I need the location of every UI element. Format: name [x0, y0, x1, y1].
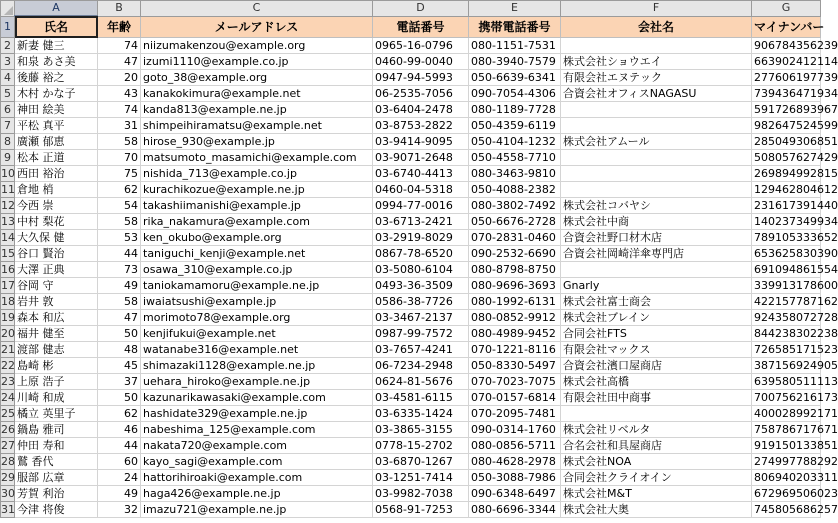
- cell-age[interactable]: 75: [98, 166, 141, 182]
- cell-mynumber[interactable]: 400028992171: [752, 406, 821, 422]
- cell-mynumber[interactable]: 739436471934: [752, 86, 821, 102]
- cell-age[interactable]: 58: [98, 214, 141, 230]
- cell-phone[interactable]: 0460-04-5318: [373, 182, 469, 198]
- column-header-b[interactable]: B: [98, 1, 141, 17]
- row-number[interactable]: 18: [1, 294, 15, 308]
- table-row: [1, 358, 821, 374]
- cell-email[interactable]: hashidate329@example.ne.jp: [141, 406, 373, 422]
- cell-company[interactable]: 合資会社岡崎洋傘専門店: [561, 246, 752, 262]
- cell-mobile[interactable]: 080-3463-9810: [469, 166, 561, 182]
- row-number[interactable]: 3: [1, 54, 15, 70]
- cell-mynumber[interactable]: 906784356239: [752, 38, 821, 54]
- cell-name[interactable]: 岩井 敦: [15, 294, 98, 310]
- cell-company[interactable]: 有限会社エヌテック: [561, 70, 752, 86]
- cell-name[interactable]: 仲田 寿和: [15, 438, 98, 454]
- cell-phone[interactable]: 0867-78-6520: [373, 246, 469, 262]
- cell-age[interactable]: 73: [98, 262, 141, 278]
- cell-mobile[interactable]: 050-8330-5497: [469, 358, 561, 374]
- cell-name[interactable]: 鷲 香代: [15, 454, 98, 470]
- cell-mynumber[interactable]: 508057627429: [752, 150, 821, 166]
- cell-age[interactable]: 74: [98, 38, 141, 54]
- cell-mynumber[interactable]: 982647524599: [752, 118, 821, 134]
- table-row: [1, 38, 821, 54]
- row-number[interactable]: 23: [1, 374, 15, 388]
- cell-mynumber[interactable]: 789105333652: [752, 230, 821, 246]
- cell-mynumber[interactable]: 758786717671: [752, 422, 821, 438]
- cell-email[interactable]: iwaiatsushi@example.jp: [141, 294, 373, 310]
- cell-phone[interactable]: 0460-99-0040: [373, 54, 469, 70]
- column-header-d[interactable]: D: [373, 1, 469, 17]
- cell-company[interactable]: 株式会社高橋: [561, 374, 752, 390]
- cell-company[interactable]: [561, 102, 752, 118]
- cell-name[interactable]: 今西 崇: [15, 198, 98, 214]
- table-row: [1, 118, 821, 134]
- cell-mynumber[interactable]: 269894992815: [752, 166, 821, 182]
- cell-company[interactable]: 有限会社田中商事: [561, 390, 752, 406]
- cell-age[interactable]: 32: [98, 502, 141, 518]
- cell-name[interactable]: 鍋島 雅司: [15, 422, 98, 438]
- cell-company[interactable]: 株式会社NOA: [561, 454, 752, 470]
- cell-mobile[interactable]: 080-0852-9912: [469, 310, 561, 326]
- table-row: [1, 342, 821, 358]
- cell-mobile[interactable]: 080-3940-7579: [469, 54, 561, 70]
- cell-company[interactable]: 合同会社クライオイン: [561, 470, 752, 486]
- cell-age[interactable]: 20: [98, 70, 141, 86]
- cell-age[interactable]: 60: [98, 454, 141, 470]
- cell-email[interactable]: taniokamamoru@example.ne.jp: [141, 278, 373, 294]
- row-number[interactable]: 2: [1, 38, 15, 54]
- row-number[interactable]: 22: [1, 358, 15, 372]
- cell-mynumber[interactable]: 844238302238: [752, 326, 821, 342]
- table-row: [1, 390, 821, 406]
- cell-name[interactable]: 渡部 健志: [15, 342, 98, 358]
- cell-mynumber[interactable]: 924358072728: [752, 310, 821, 326]
- row-number[interactable]: 31: [1, 502, 15, 516]
- cell-name[interactable]: 大久保 健: [15, 230, 98, 246]
- header-cell-mynumber[interactable]: マイナンバー: [752, 16, 821, 38]
- table-row: [1, 198, 821, 214]
- cell-mobile[interactable]: 050-4104-1232: [469, 134, 561, 150]
- cell-age[interactable]: 48: [98, 342, 141, 358]
- cell-email[interactable]: shimazaki1128@example.ne.jp: [141, 358, 373, 374]
- cell-company[interactable]: [561, 182, 752, 198]
- cell-name[interactable]: 谷口 賢治: [15, 246, 98, 262]
- header-cell-email[interactable]: メールアドレス: [141, 16, 373, 38]
- cell-name[interactable]: 松本 正道: [15, 150, 98, 166]
- cell-phone[interactable]: 03-9982-7038: [373, 486, 469, 502]
- cell-mobile[interactable]: 070-2831-0460: [469, 230, 561, 246]
- cell-mynumber[interactable]: 422157787162: [752, 294, 821, 310]
- cell-company[interactable]: [561, 166, 752, 182]
- cell-email[interactable]: haga426@example.ne.jp: [141, 486, 373, 502]
- row-number[interactable]: 17: [1, 278, 15, 292]
- cell-age[interactable]: 31: [98, 118, 141, 134]
- table-row: [1, 86, 821, 102]
- cell-mobile[interactable]: 080-0856-5711: [469, 438, 561, 454]
- table-row: [1, 214, 821, 230]
- cell-email[interactable]: kanda813@example.ne.jp: [141, 102, 373, 118]
- cell-company[interactable]: [561, 38, 752, 54]
- row-number[interactable]: 29: [1, 470, 15, 484]
- cell-email[interactable]: izumi1110@example.co.jp: [141, 54, 373, 70]
- cell-company[interactable]: Gnarly: [561, 278, 752, 294]
- header-cell-mobile[interactable]: 携帯電話番号: [469, 16, 561, 38]
- cell-mobile[interactable]: 080-8798-8750: [469, 262, 561, 278]
- cell-name[interactable]: 大澤 正典: [15, 262, 98, 278]
- cell-mobile[interactable]: 080-1992-6131: [469, 294, 561, 310]
- row-number[interactable]: 15: [1, 246, 15, 260]
- cell-phone[interactable]: 0994-77-0016: [373, 198, 469, 214]
- column-header-a[interactable]: A: [15, 1, 98, 17]
- cell-mynumber[interactable]: 700756216173: [752, 390, 821, 406]
- cell-mynumber[interactable]: 806940203311: [752, 470, 821, 486]
- cell-email[interactable]: nabeshima_125@example.com: [141, 422, 373, 438]
- cell-age[interactable]: 70: [98, 150, 141, 166]
- cell-phone[interactable]: 03-2919-8029: [373, 230, 469, 246]
- cell-name[interactable]: 木村 かな子: [15, 86, 98, 102]
- cell-mobile[interactable]: 080-1189-7728: [469, 102, 561, 118]
- cell-phone[interactable]: 03-3865-3155: [373, 422, 469, 438]
- cell-phone[interactable]: 03-6404-2478: [373, 102, 469, 118]
- cell-mynumber[interactable]: 919150133851: [752, 438, 821, 454]
- row-number[interactable]: 16: [1, 262, 15, 276]
- row-number[interactable]: 8: [1, 134, 15, 150]
- cell-phone[interactable]: 03-9414-9095: [373, 134, 469, 150]
- cell-age[interactable]: 49: [98, 486, 141, 502]
- row-number[interactable]: 13: [1, 214, 15, 228]
- cell-age[interactable]: 62: [98, 182, 141, 198]
- cell-email[interactable]: shimpeihiramatsu@example.net: [141, 118, 373, 134]
- cell-company[interactable]: 株式会社ブレイン: [561, 310, 752, 326]
- cell-mynumber[interactable]: 663902412114: [752, 54, 821, 70]
- row-number[interactable]: 7: [1, 118, 15, 134]
- cell-mobile[interactable]: 050-4558-7710: [469, 150, 561, 166]
- cell-email[interactable]: matsumoto_masamichi@example.com: [141, 150, 373, 166]
- cell-company[interactable]: [561, 406, 752, 422]
- cell-name[interactable]: 西田 裕治: [15, 166, 98, 182]
- cell-phone[interactable]: 03-8753-2822: [373, 118, 469, 134]
- cell-email[interactable]: hattorihiroaki@example.com: [141, 470, 373, 486]
- row-number[interactable]: 24: [1, 390, 15, 404]
- row-number[interactable]: 4: [1, 70, 15, 86]
- cell-mobile[interactable]: 080-4989-9452: [469, 326, 561, 342]
- cell-name[interactable]: 島崎 彬: [15, 358, 98, 374]
- cell-name[interactable]: 新妻 健三: [15, 38, 98, 54]
- cell-mobile[interactable]: 050-4359-6119: [469, 118, 561, 134]
- column-header-e[interactable]: E: [469, 1, 561, 17]
- cell-age[interactable]: 74: [98, 102, 141, 118]
- cell-name[interactable]: 神田 絵美: [15, 102, 98, 118]
- row-number[interactable]: 30: [1, 486, 15, 500]
- table-row: [1, 54, 821, 70]
- cell-mobile[interactable]: 050-4088-2382: [469, 182, 561, 198]
- cell-name[interactable]: 福井 健至: [15, 326, 98, 342]
- cell-age[interactable]: 53: [98, 230, 141, 246]
- cell-mynumber[interactable]: 140237349934: [752, 214, 821, 230]
- cell-mynumber[interactable]: 691094861554: [752, 262, 821, 278]
- header-cell-phone[interactable]: 電話番号: [373, 16, 469, 38]
- cell-age[interactable]: 44: [98, 438, 141, 454]
- table-row: [1, 182, 821, 198]
- cell-mynumber[interactable]: 231617391440: [752, 198, 821, 214]
- table-row: [1, 246, 821, 262]
- cell-mynumber[interactable]: 387156924905: [752, 358, 821, 374]
- cell-phone[interactable]: 0493-36-3509: [373, 278, 469, 294]
- cell-company[interactable]: 合名会社和具屋商店: [561, 438, 752, 454]
- cell-phone[interactable]: 03-4581-6115: [373, 390, 469, 406]
- cell-mynumber[interactable]: 274997788292: [752, 454, 821, 470]
- cell-mobile[interactable]: 090-6348-6497: [469, 486, 561, 502]
- table-row: [1, 470, 821, 486]
- cell-mobile[interactable]: 070-7023-7075: [469, 374, 561, 390]
- cell-mobile[interactable]: 070-2095-7481: [469, 406, 561, 422]
- cell-age[interactable]: 43: [98, 86, 141, 102]
- cell-company[interactable]: 合同会社FTS: [561, 326, 752, 342]
- cell-age[interactable]: 50: [98, 326, 141, 342]
- cell-email[interactable]: nakata720@example.com: [141, 438, 373, 454]
- table-row: [1, 454, 821, 470]
- cell-name[interactable]: 上原 浩子: [15, 374, 98, 390]
- row-number[interactable]: 28: [1, 454, 15, 468]
- cell-email[interactable]: niizumakenzou@example.org: [141, 38, 373, 54]
- cell-phone[interactable]: 0586-38-7726: [373, 294, 469, 310]
- cell-company[interactable]: 合資会社オフィスNAGASU: [561, 86, 752, 102]
- cell-age[interactable]: 44: [98, 246, 141, 262]
- cell-email[interactable]: watanabe316@example.net: [141, 342, 373, 358]
- header-cell-name[interactable]: 氏名: [15, 16, 98, 38]
- row-number[interactable]: 1: [1, 16, 15, 38]
- cell-mynumber[interactable]: 129462804612: [752, 182, 821, 198]
- table-row: [1, 310, 821, 326]
- cell-email[interactable]: osawa_310@example.co.jp: [141, 262, 373, 278]
- cell-name[interactable]: 今津 将俊: [15, 502, 98, 518]
- cell-phone[interactable]: 03-3467-2137: [373, 310, 469, 326]
- cell-mynumber[interactable]: 726585171523: [752, 342, 821, 358]
- cell-company[interactable]: 株式会社ショウエイ: [561, 54, 752, 70]
- cell-mynumber[interactable]: 591726893967: [752, 102, 821, 118]
- row-number[interactable]: 10: [1, 166, 15, 180]
- cell-mobile[interactable]: 080-6696-3344: [469, 502, 561, 518]
- cell-email[interactable]: imazu721@example.ne.jp: [141, 502, 373, 518]
- cell-phone[interactable]: 0568-91-7253: [373, 502, 469, 518]
- table-row: [1, 278, 821, 294]
- table-row: [1, 374, 821, 390]
- cell-email[interactable]: rika_nakamura@example.com: [141, 214, 373, 230]
- row-number[interactable]: 25: [1, 406, 15, 420]
- cell-phone[interactable]: 06-2535-7056: [373, 86, 469, 102]
- cell-phone[interactable]: 03-6740-4413: [373, 166, 469, 182]
- row-number[interactable]: 14: [1, 230, 15, 244]
- header-cell-company[interactable]: 会社名: [561, 16, 752, 38]
- cell-name[interactable]: 服部 広章: [15, 470, 98, 486]
- cell-company[interactable]: [561, 118, 752, 134]
- row-number[interactable]: 21: [1, 342, 15, 356]
- cell-company[interactable]: 株式会社中商: [561, 214, 752, 230]
- cell-phone[interactable]: 03-6713-2421: [373, 214, 469, 230]
- cell-phone[interactable]: 03-1251-7414: [373, 470, 469, 486]
- cell-email[interactable]: kayo_sagi@example.com: [141, 454, 373, 470]
- cell-company[interactable]: 合資会社濱口屋商店: [561, 358, 752, 374]
- table-row: [1, 294, 821, 310]
- cell-company[interactable]: [561, 150, 752, 166]
- select-all-corner[interactable]: [1, 1, 15, 17]
- cell-company[interactable]: 株式会社M&T: [561, 486, 752, 502]
- row-number[interactable]: 20: [1, 326, 15, 340]
- cell-mynumber[interactable]: 277606197739: [752, 70, 821, 86]
- cell-name[interactable]: 平松 真平: [15, 118, 98, 134]
- cell-phone[interactable]: 0778-15-2702: [373, 438, 469, 454]
- row-number[interactable]: 11: [1, 182, 15, 196]
- cell-mynumber[interactable]: 672969506023: [752, 486, 821, 502]
- row-number[interactable]: 27: [1, 438, 15, 452]
- cell-mynumber[interactable]: 653625830390: [752, 246, 821, 262]
- cell-age[interactable]: 45: [98, 358, 141, 374]
- table-row: [1, 326, 821, 342]
- cell-phone[interactable]: 0987-99-7572: [373, 326, 469, 342]
- cell-age[interactable]: 58: [98, 134, 141, 150]
- cell-mobile[interactable]: 090-2532-6690: [469, 246, 561, 262]
- row-number[interactable]: 9: [1, 150, 15, 166]
- cell-mobile[interactable]: 080-3802-7492: [469, 198, 561, 214]
- cell-mobile[interactable]: 080-9696-3693: [469, 278, 561, 294]
- cell-mobile[interactable]: 080-1151-7531: [469, 38, 561, 54]
- cell-mobile[interactable]: 050-6639-6341: [469, 70, 561, 86]
- cell-email[interactable]: kurachikozue@example.ne.jp: [141, 182, 373, 198]
- cell-phone[interactable]: 03-6870-1267: [373, 454, 469, 470]
- table-row: [1, 102, 821, 118]
- cell-age[interactable]: 50: [98, 390, 141, 406]
- cell-name[interactable]: 谷岡 守: [15, 278, 98, 294]
- cell-email[interactable]: uehara_hiroko@example.ne.jp: [141, 374, 373, 390]
- table-row: [1, 134, 821, 150]
- row-number[interactable]: 12: [1, 198, 15, 212]
- header-row: [1, 16, 821, 38]
- table-row: [1, 166, 821, 182]
- table-row: [1, 438, 821, 454]
- cell-email[interactable]: kanakokimura@example.net: [141, 86, 373, 102]
- cell-mobile[interactable]: 050-3088-7986: [469, 470, 561, 486]
- column-header-f[interactable]: F: [561, 1, 752, 17]
- cell-email[interactable]: nishida_713@example.co.jp: [141, 166, 373, 182]
- cell-email[interactable]: hirose_930@example.jp: [141, 134, 373, 150]
- cell-age[interactable]: 47: [98, 54, 141, 70]
- cell-age[interactable]: 54: [98, 198, 141, 214]
- cell-age[interactable]: 47: [98, 310, 141, 326]
- cell-age[interactable]: 49: [98, 278, 141, 294]
- cell-age[interactable]: 24: [98, 470, 141, 486]
- cell-phone[interactable]: 03-9071-2648: [373, 150, 469, 166]
- column-header-c[interactable]: C: [141, 1, 373, 17]
- cell-email[interactable]: morimoto78@example.org: [141, 310, 373, 326]
- cell-phone[interactable]: 0965-16-0796: [373, 38, 469, 54]
- table-row: [1, 486, 821, 502]
- cell-company[interactable]: 株式会社アムール: [561, 134, 752, 150]
- cell-age[interactable]: 58: [98, 294, 141, 310]
- cell-mobile[interactable]: 090-0314-1760: [469, 422, 561, 438]
- table-row: [1, 150, 821, 166]
- cell-mynumber[interactable]: 285049306851: [752, 134, 821, 150]
- cell-company[interactable]: 株式会社コバヤシ: [561, 198, 752, 214]
- cell-name[interactable]: 橘立 英里子: [15, 406, 98, 422]
- cell-mobile[interactable]: 070-1221-8116: [469, 342, 561, 358]
- cell-mynumber[interactable]: 745805686257: [752, 502, 821, 518]
- row-number[interactable]: 6: [1, 102, 15, 118]
- cell-name[interactable]: 倉地 梢: [15, 182, 98, 198]
- table-row: [1, 262, 821, 278]
- table-row: [1, 422, 821, 438]
- cell-phone[interactable]: 0624-81-5676: [373, 374, 469, 390]
- cell-age[interactable]: 62: [98, 406, 141, 422]
- cell-email[interactable]: ken_okubo@example.org: [141, 230, 373, 246]
- row-number[interactable]: 5: [1, 86, 15, 102]
- table-row: [1, 502, 821, 518]
- cell-age[interactable]: 37: [98, 374, 141, 390]
- cell-phone[interactable]: 03-5080-6104: [373, 262, 469, 278]
- cell-email[interactable]: takashiimanishi@example.jp: [141, 198, 373, 214]
- cell-mynumber[interactable]: 339913178600: [752, 278, 821, 294]
- cell-name[interactable]: 後藤 裕之: [15, 70, 98, 86]
- cell-phone[interactable]: 06-7234-2948: [373, 358, 469, 374]
- cell-name[interactable]: 和泉 あさ美: [15, 54, 98, 70]
- cell-phone[interactable]: 0947-94-5993: [373, 70, 469, 86]
- cell-company[interactable]: 株式会社富士商会: [561, 294, 752, 310]
- cell-email[interactable]: goto_38@example.org: [141, 70, 373, 86]
- column-header-row: [1, 1, 821, 17]
- cell-mobile[interactable]: 050-6676-2728: [469, 214, 561, 230]
- cell-phone[interactable]: 03-7657-4241: [373, 342, 469, 358]
- row-number[interactable]: 19: [1, 310, 15, 324]
- cell-company[interactable]: 株式会社大奥: [561, 502, 752, 518]
- header-cell-age[interactable]: 年齢: [98, 16, 141, 38]
- cell-age[interactable]: 46: [98, 422, 141, 438]
- cell-mobile[interactable]: 070-0157-6814: [469, 390, 561, 406]
- cell-mobile[interactable]: 080-4628-2978: [469, 454, 561, 470]
- cell-name[interactable]: 芳賀 利治: [15, 486, 98, 502]
- cell-mynumber[interactable]: 639580511113: [752, 374, 821, 390]
- cell-phone[interactable]: 03-6335-1424: [373, 406, 469, 422]
- table-row: [1, 406, 821, 422]
- cell-company[interactable]: 有限会社マックス: [561, 342, 752, 358]
- cell-name[interactable]: 中村 梨花: [15, 214, 98, 230]
- table-row: [1, 230, 821, 246]
- cell-company[interactable]: 株式会社リベルタ: [561, 422, 752, 438]
- cell-name[interactable]: 森本 和広: [15, 310, 98, 326]
- cell-company[interactable]: [561, 262, 752, 278]
- cell-name[interactable]: 廣瀬 郁恵: [15, 134, 98, 150]
- column-header-g[interactable]: G: [752, 1, 821, 17]
- cell-email[interactable]: taniguchi_kenji@example.net: [141, 246, 373, 262]
- cell-email[interactable]: kenjifukui@example.net: [141, 326, 373, 342]
- cell-mobile[interactable]: 090-7054-4306: [469, 86, 561, 102]
- cell-company[interactable]: 合資会社野口材木店: [561, 230, 752, 246]
- row-number[interactable]: 26: [1, 422, 15, 436]
- table-row: [1, 70, 821, 86]
- cell-name[interactable]: 川崎 和成: [15, 390, 98, 406]
- cell-email[interactable]: kazunarikawasaki@example.com: [141, 390, 373, 406]
